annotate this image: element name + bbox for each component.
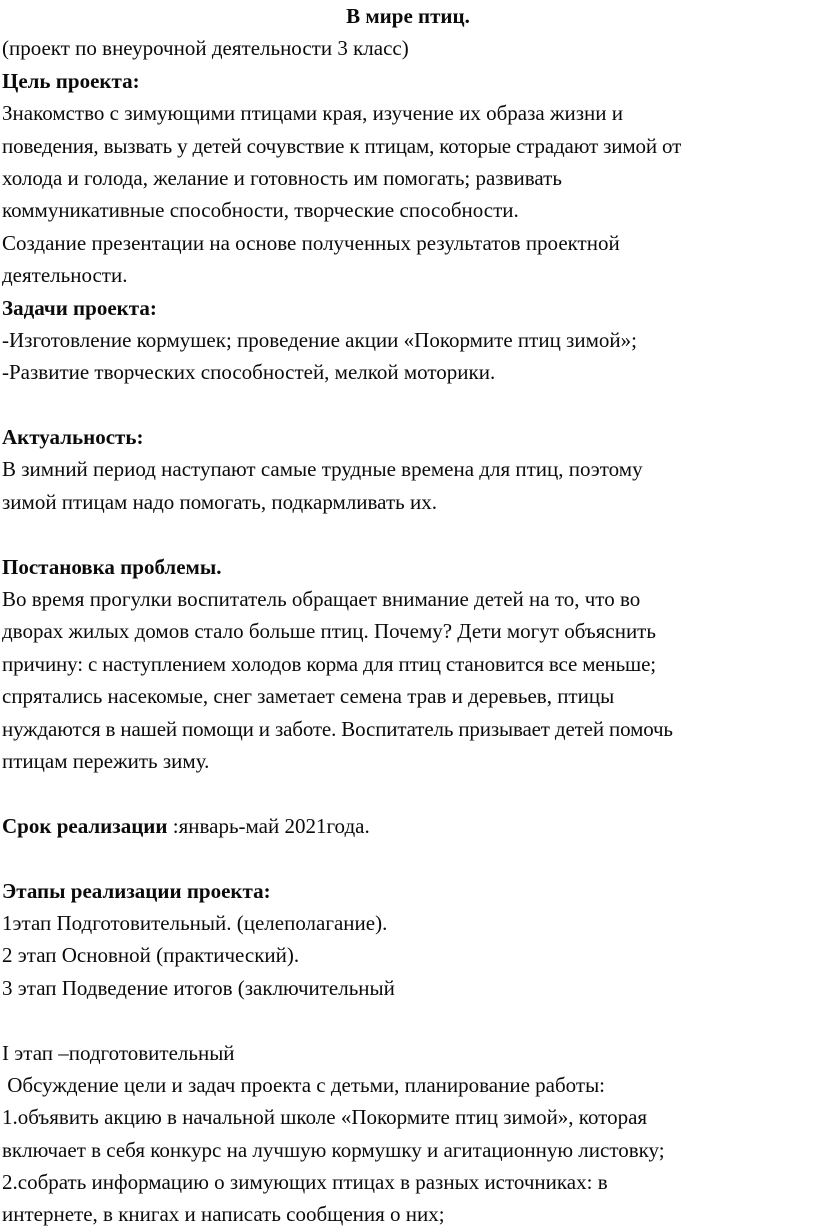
tasks-line: -Развитие творческих способностей, мелкой моторики. [2,360,496,385]
goal-line: коммуникативные способности, творческие способности. [2,198,519,223]
stages-line: 1этап Подготовительный. (целеполагание). [2,910,388,935]
stage1-line: интернете, в книгах и написать сообщения о них; [2,1202,445,1227]
problem-line: причину: с наступлением холодов корма для птиц становится все меньше; [2,651,656,676]
document-page [2,0,814,1231]
stage1-line: 2.собрать информацию о зимующих птицах в разных источниках: в [2,1170,608,1195]
problem-line: нуждаются в нашей помощи и заботе. Воспитатель призывает детей помочь [2,716,673,741]
spacer [2,777,814,809]
goal-line: поведения, вызвать у детей сочувствие к птицам, которые страдают зимой от [2,133,682,158]
stages-line: 3 этап Подведение итогов (заключительный [2,975,395,1000]
relevance-heading: Актуальность: [2,425,144,450]
term-label: Срок реализации [2,813,168,838]
spacer [2,1004,814,1036]
tasks-heading: Задачи проекта: [2,295,157,320]
goal-line: холода и голода, желание и готовность им помогать; развивать [2,165,562,190]
goal-line: Знакомство с зимующими птицами края, изучение их образа жизни и [2,101,623,126]
problem-line: дворах жилых домов стало больше птиц. Почему? Дети могут объяснить [2,619,656,644]
stages-line: 2 этап Основной (практический). [2,943,300,968]
document-title: В мире птиц. [346,4,470,28]
problem-line: Во время прогулки воспитатель обращает внимание детей на то, что во [2,587,641,612]
problem-line: спрятались насекомые, снег заметает семена трав и деревьев, птицы [2,684,615,709]
term-line [2,810,814,842]
stage1-line: включает в себя конкурс на лучшую кормушку и агитационную листовку; [2,1137,665,1162]
goal-heading: Цель проекта: [2,68,140,93]
tasks-line: -Изготовление кормушек; проведение акции «Покормите птиц зимой»; [2,327,637,352]
document-subtitle: (проект по внеурочной деятельности 3 класс) [2,36,409,61]
stage1-line: 1.объявить акцию в начальной школе «Покормите птиц зимой», которая [2,1105,648,1130]
term-value: :январь-май 2021года. [167,813,370,838]
spacer [2,518,814,550]
stages-heading: Этапы реализации проекта: [2,878,271,903]
spacer [2,842,814,874]
problem-heading: Постановка проблемы. [2,554,222,579]
relevance-line: В зимний период наступают самые трудные времена для птиц, поэтому [2,457,643,482]
relevance-line: зимой птицам надо помогать, подкармливать их. [2,489,437,514]
goal-line: Создание презентации на основе полученных результатов проектной [2,230,620,255]
goal-line: деятельности. [2,263,128,288]
problem-line: птицам пережить зиму. [2,748,210,773]
stage1-line: Обсуждение цели и задач проекта с детьми, планирование работы: [2,1072,606,1097]
spacer [2,389,814,421]
stage1-heading: I этап –подготовительный [2,1040,235,1065]
